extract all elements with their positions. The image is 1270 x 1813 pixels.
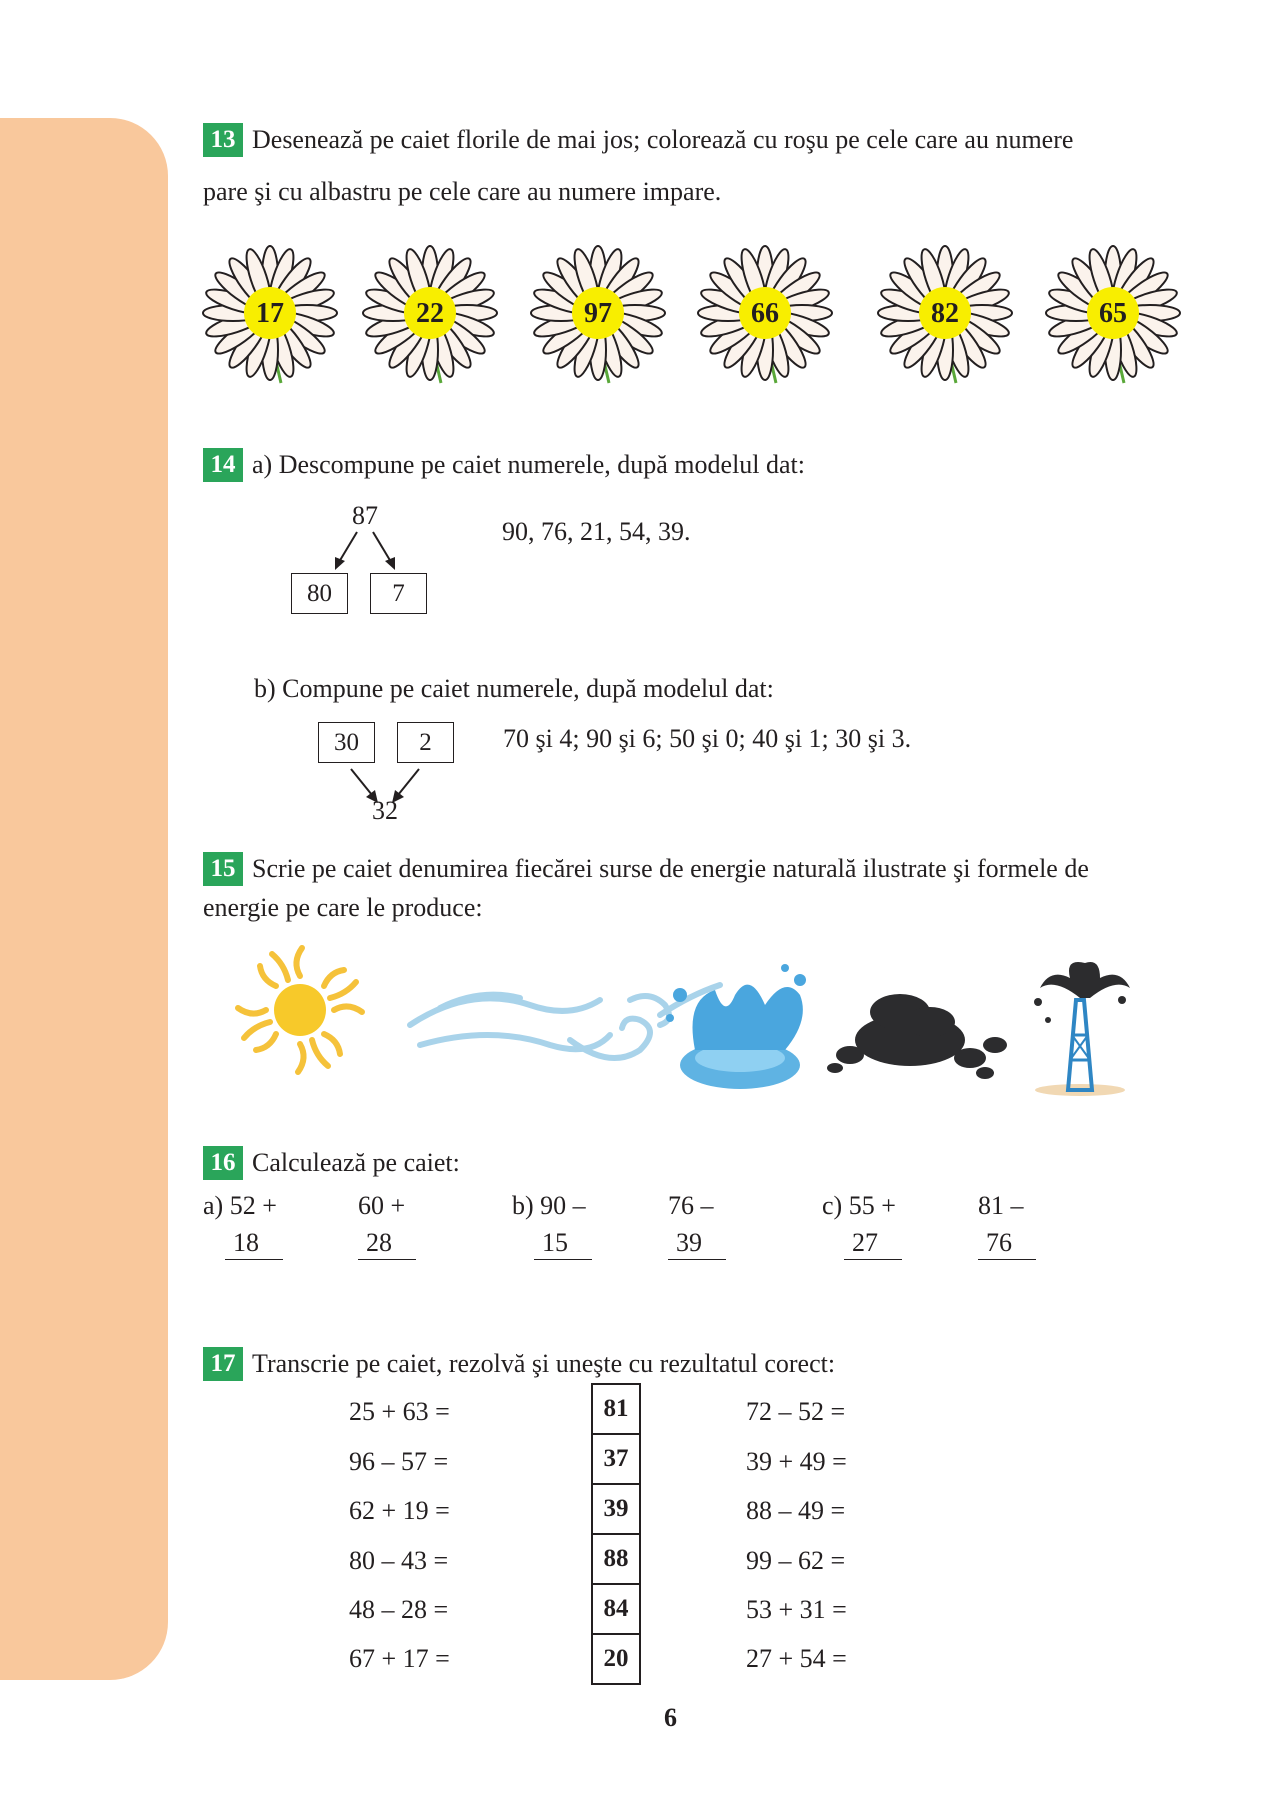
equation-left: 62 + 19 = [349, 1496, 450, 1525]
operation-bottom: 15 [534, 1227, 592, 1260]
exercise-15-badge: 15 [203, 852, 243, 886]
flower-number: 82 [931, 298, 959, 329]
equation-right: 27 + 54 = [746, 1644, 847, 1673]
compose-model-tens-box: 30 [318, 722, 375, 763]
result-cell: 20 [603, 1645, 629, 1672]
compose-model-units-box: 2 [397, 722, 454, 763]
exercise-13-text-line2: pare şi cu albastru pe cele care au numere impare. [203, 177, 722, 206]
result-cell: 84 [593, 1585, 639, 1635]
operation-top: b) 90 – [512, 1191, 586, 1220]
exercise-15-text-line2: energie pe care le produce: [203, 893, 483, 922]
decompose-model-top: 87 [352, 501, 378, 530]
equation-left: 48 – 28 = [349, 1595, 449, 1624]
equation-left: 80 – 43 = [349, 1546, 449, 1575]
operation-top: 76 – [668, 1191, 714, 1220]
exercise-17-title: Transcrie pe caiet, rezolvă şi uneşte cu rezultatul corect: [252, 1349, 836, 1378]
exercise-16-badge: 16 [203, 1146, 243, 1180]
flower-number: 17 [256, 298, 284, 329]
flower-number: 97 [584, 298, 612, 329]
flower-6 [1038, 238, 1188, 388]
exercise-14b-text: b) Compune pe caiet numerele, după modelul dat: [254, 674, 774, 703]
exercise-14a-text: a) Descompune pe caiet numerele, după modelul dat: [252, 450, 806, 479]
results-column [591, 1383, 641, 1685]
equation-left: 67 + 17 = [349, 1644, 450, 1673]
decompose-model-tens-box: 80 [291, 573, 348, 614]
equation-left: 25 + 63 = [349, 1397, 450, 1426]
result-cell: 37 [593, 1435, 639, 1485]
flower-number: 66 [751, 298, 779, 329]
exercise-13-text-line1: Desenează pe caiet florile de mai jos; colorează cu roşu pe cele care au numere [252, 125, 1074, 154]
result-cell: 39 [593, 1485, 639, 1535]
decompose-numbers-list: 90, 76, 21, 54, 39. [502, 517, 691, 546]
decompose-arrows [325, 530, 405, 572]
exercise-16-title: Calculează pe caiet: [252, 1148, 460, 1177]
flower-number: 22 [416, 298, 444, 329]
flower-2 [355, 238, 505, 388]
equation-right: 53 + 31 = [746, 1595, 847, 1624]
equation-right: 88 – 49 = [746, 1496, 846, 1525]
exercise-14-badge: 14 [203, 448, 243, 482]
coal-icon [827, 994, 1007, 1079]
compose-model-bottom: 32 [372, 796, 398, 825]
operation-top: a) 52 + [203, 1191, 277, 1220]
flower-3 [523, 238, 673, 388]
flower-number: 65 [1099, 298, 1127, 329]
exercise-15-text-line1: Scrie pe caiet denumirea fiecărei surse de energie naturală ilustrate şi formele de [252, 854, 1089, 883]
equation-right: 72 – 52 = [746, 1397, 846, 1426]
side-tab [0, 118, 168, 1680]
exercise-13-badge: 13 [203, 123, 243, 157]
equation-right: 39 + 49 = [746, 1447, 847, 1476]
operation-top: 81 – [978, 1191, 1024, 1220]
flower-1 [195, 238, 345, 388]
energy-sources-illustrations [210, 940, 1210, 1100]
page-number: 6 [664, 1703, 677, 1732]
oil-derrick-icon [1034, 962, 1130, 1096]
equation-left: 96 – 57 = [349, 1447, 449, 1476]
sun-icon [238, 948, 362, 1072]
water-icon [666, 964, 806, 1089]
operation-bottom: 76 [978, 1227, 1036, 1260]
operation-bottom: 27 [844, 1227, 902, 1260]
operation-bottom: 28 [358, 1227, 416, 1260]
exercise-17-badge: 17 [203, 1347, 243, 1381]
flower-5 [870, 238, 1020, 388]
equation-right: 99 – 62 = [746, 1546, 846, 1575]
operation-bottom: 18 [225, 1227, 283, 1260]
operation-bottom: 39 [668, 1227, 726, 1260]
flower-4 [690, 238, 840, 388]
operation-top: 60 + [358, 1191, 406, 1220]
result-cell: 81 [593, 1385, 639, 1435]
result-cell: 88 [593, 1535, 639, 1585]
operation-top: c) 55 + [822, 1191, 896, 1220]
decompose-model-units-box: 7 [370, 573, 427, 614]
compose-pairs-list: 70 şi 4; 90 şi 6; 50 şi 0; 40 şi 1; 30 şi 3. [503, 724, 912, 753]
